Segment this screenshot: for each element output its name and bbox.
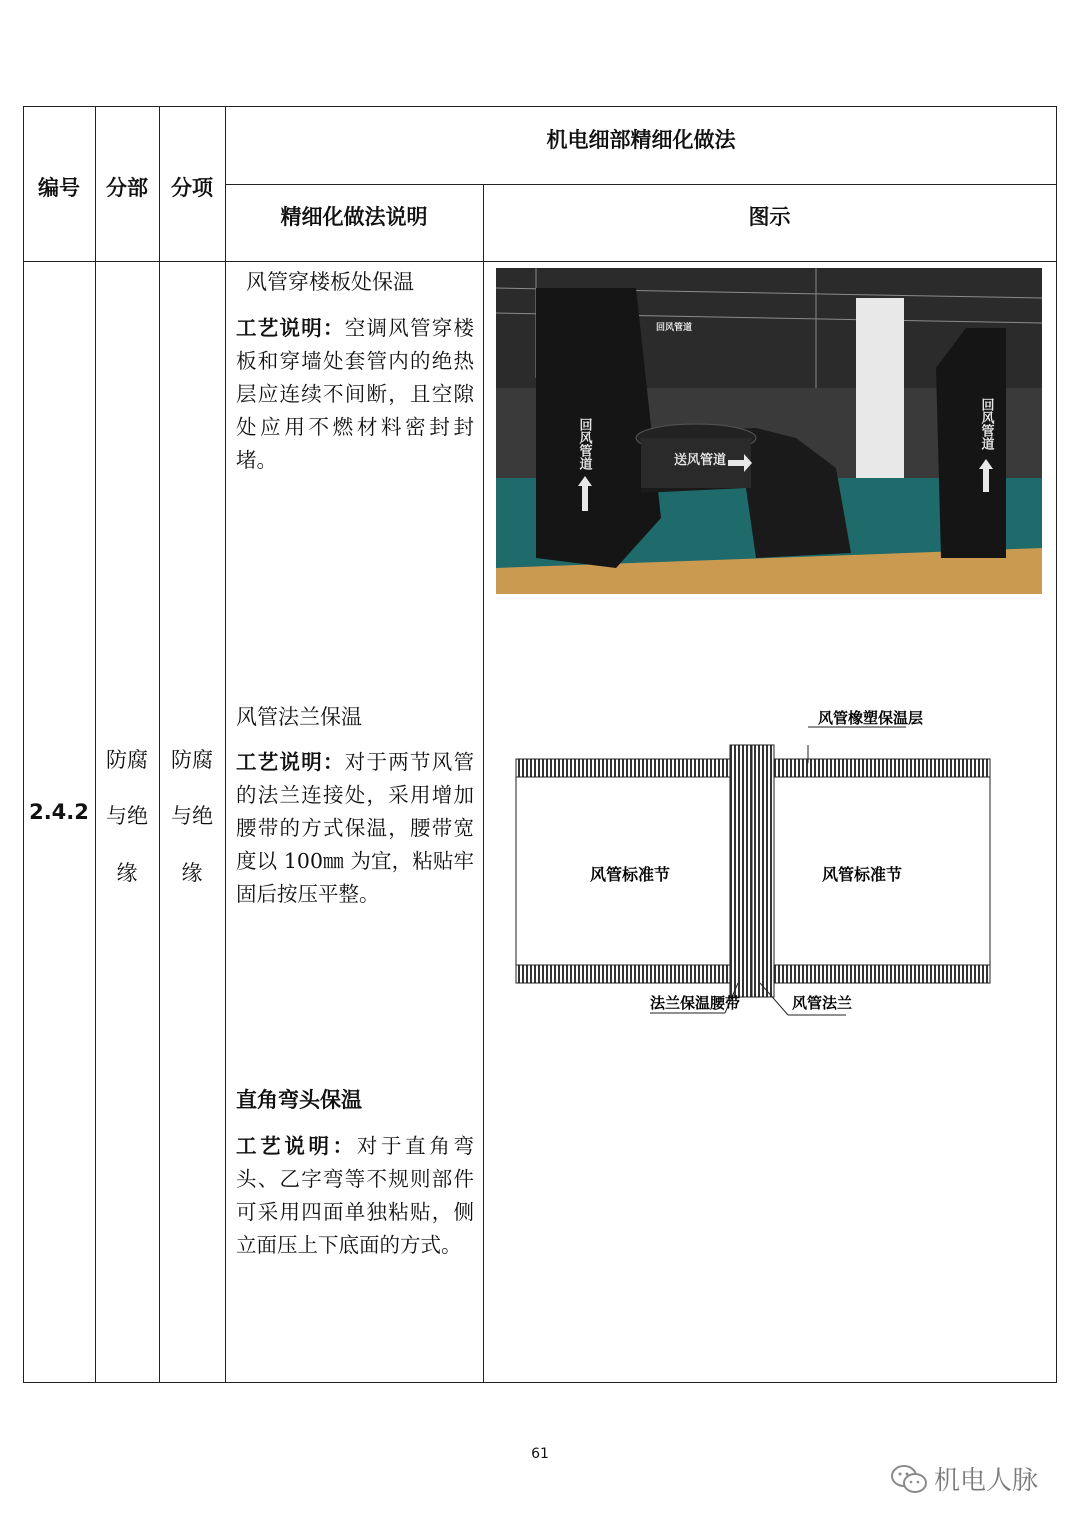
table-border-left [23,106,24,1383]
section-3-body [236,1130,474,1262]
col-divider-3 [225,106,226,1383]
row-subitem-line-1: 防腐 [171,748,213,772]
page-number: 61 [531,1446,549,1462]
section-1-title: 风管穿楼板处保温 [246,270,414,294]
header-illustration: 图示 [748,205,791,229]
section-2-label: 工艺说明： [236,750,345,774]
wechat-icon [890,1464,928,1494]
photo-sign-right: 回风管道 [978,398,994,450]
photo-sign-middle: 送风管道 [674,453,727,468]
watermark-text: 机电人脉 [934,1466,1039,1496]
diagram-label-right-section: 风管标准节 [822,865,903,884]
flange-insulation-diagram [510,705,1000,1025]
section-3-text: 对于直角弯头、乙字弯等不规则部件可采用四面单独粘贴，侧立面压上下底面的方式。 [236,1134,475,1257]
section-2-text: 对于两节风管的法兰连接处，采用增加腰带的方式保温，腰带宽度以 100㎜ 为宜，粘贴牢固后按压平整。 [236,750,474,906]
watermark [890,1460,1038,1497]
photo-sign-top: 回风管道 [656,323,693,333]
diagram-label-flange: 风管法兰 [792,994,853,1012]
header-number: 编号 [38,176,80,200]
row-subitem-line-3: 缘 [181,861,203,885]
section-2-title: 风管法兰保温 [236,705,362,729]
header-group-title: 机电细部精细化做法 [546,128,736,152]
row-number: 2.4.2 [29,800,89,824]
table-border-top [23,106,1057,107]
photo-sign-left: 回风管道 [576,418,592,470]
table-border-right [1056,106,1057,1383]
row-division-line-2: 与绝 [106,804,148,828]
section-1-body [236,312,474,477]
table-border-bottom [23,1382,1057,1383]
row-division-line-1: 防腐 [106,748,148,772]
header-division: 分部 [106,176,148,200]
row-division-line-3: 缘 [116,861,138,885]
header-subitem: 分项 [171,176,213,200]
row-subitem-line-2: 与绝 [171,804,213,828]
header-subdivider [225,184,1057,185]
section-3-label: 工艺说明： [236,1134,357,1158]
section-3-title: 直角弯头保温 [236,1088,362,1112]
section-1-label: 工艺说明： [236,316,345,340]
diagram-label-insulation: 风管橡塑保温层 [818,709,924,727]
header-bottom [23,261,1057,262]
duct-insulation-photo [496,268,1042,594]
section-1-text: 空调风管穿楼板和穿墙处套管内的绝热层应连续不间断，且空隙处应用不燃材料密封封堵。 [236,316,474,472]
col-divider-4 [483,184,484,1383]
section-2-body [236,746,474,911]
header-description: 精细化做法说明 [280,205,428,229]
diagram-label-band: 法兰保温腰带 [650,994,741,1012]
diagram-label-left-section: 风管标准节 [590,865,671,884]
